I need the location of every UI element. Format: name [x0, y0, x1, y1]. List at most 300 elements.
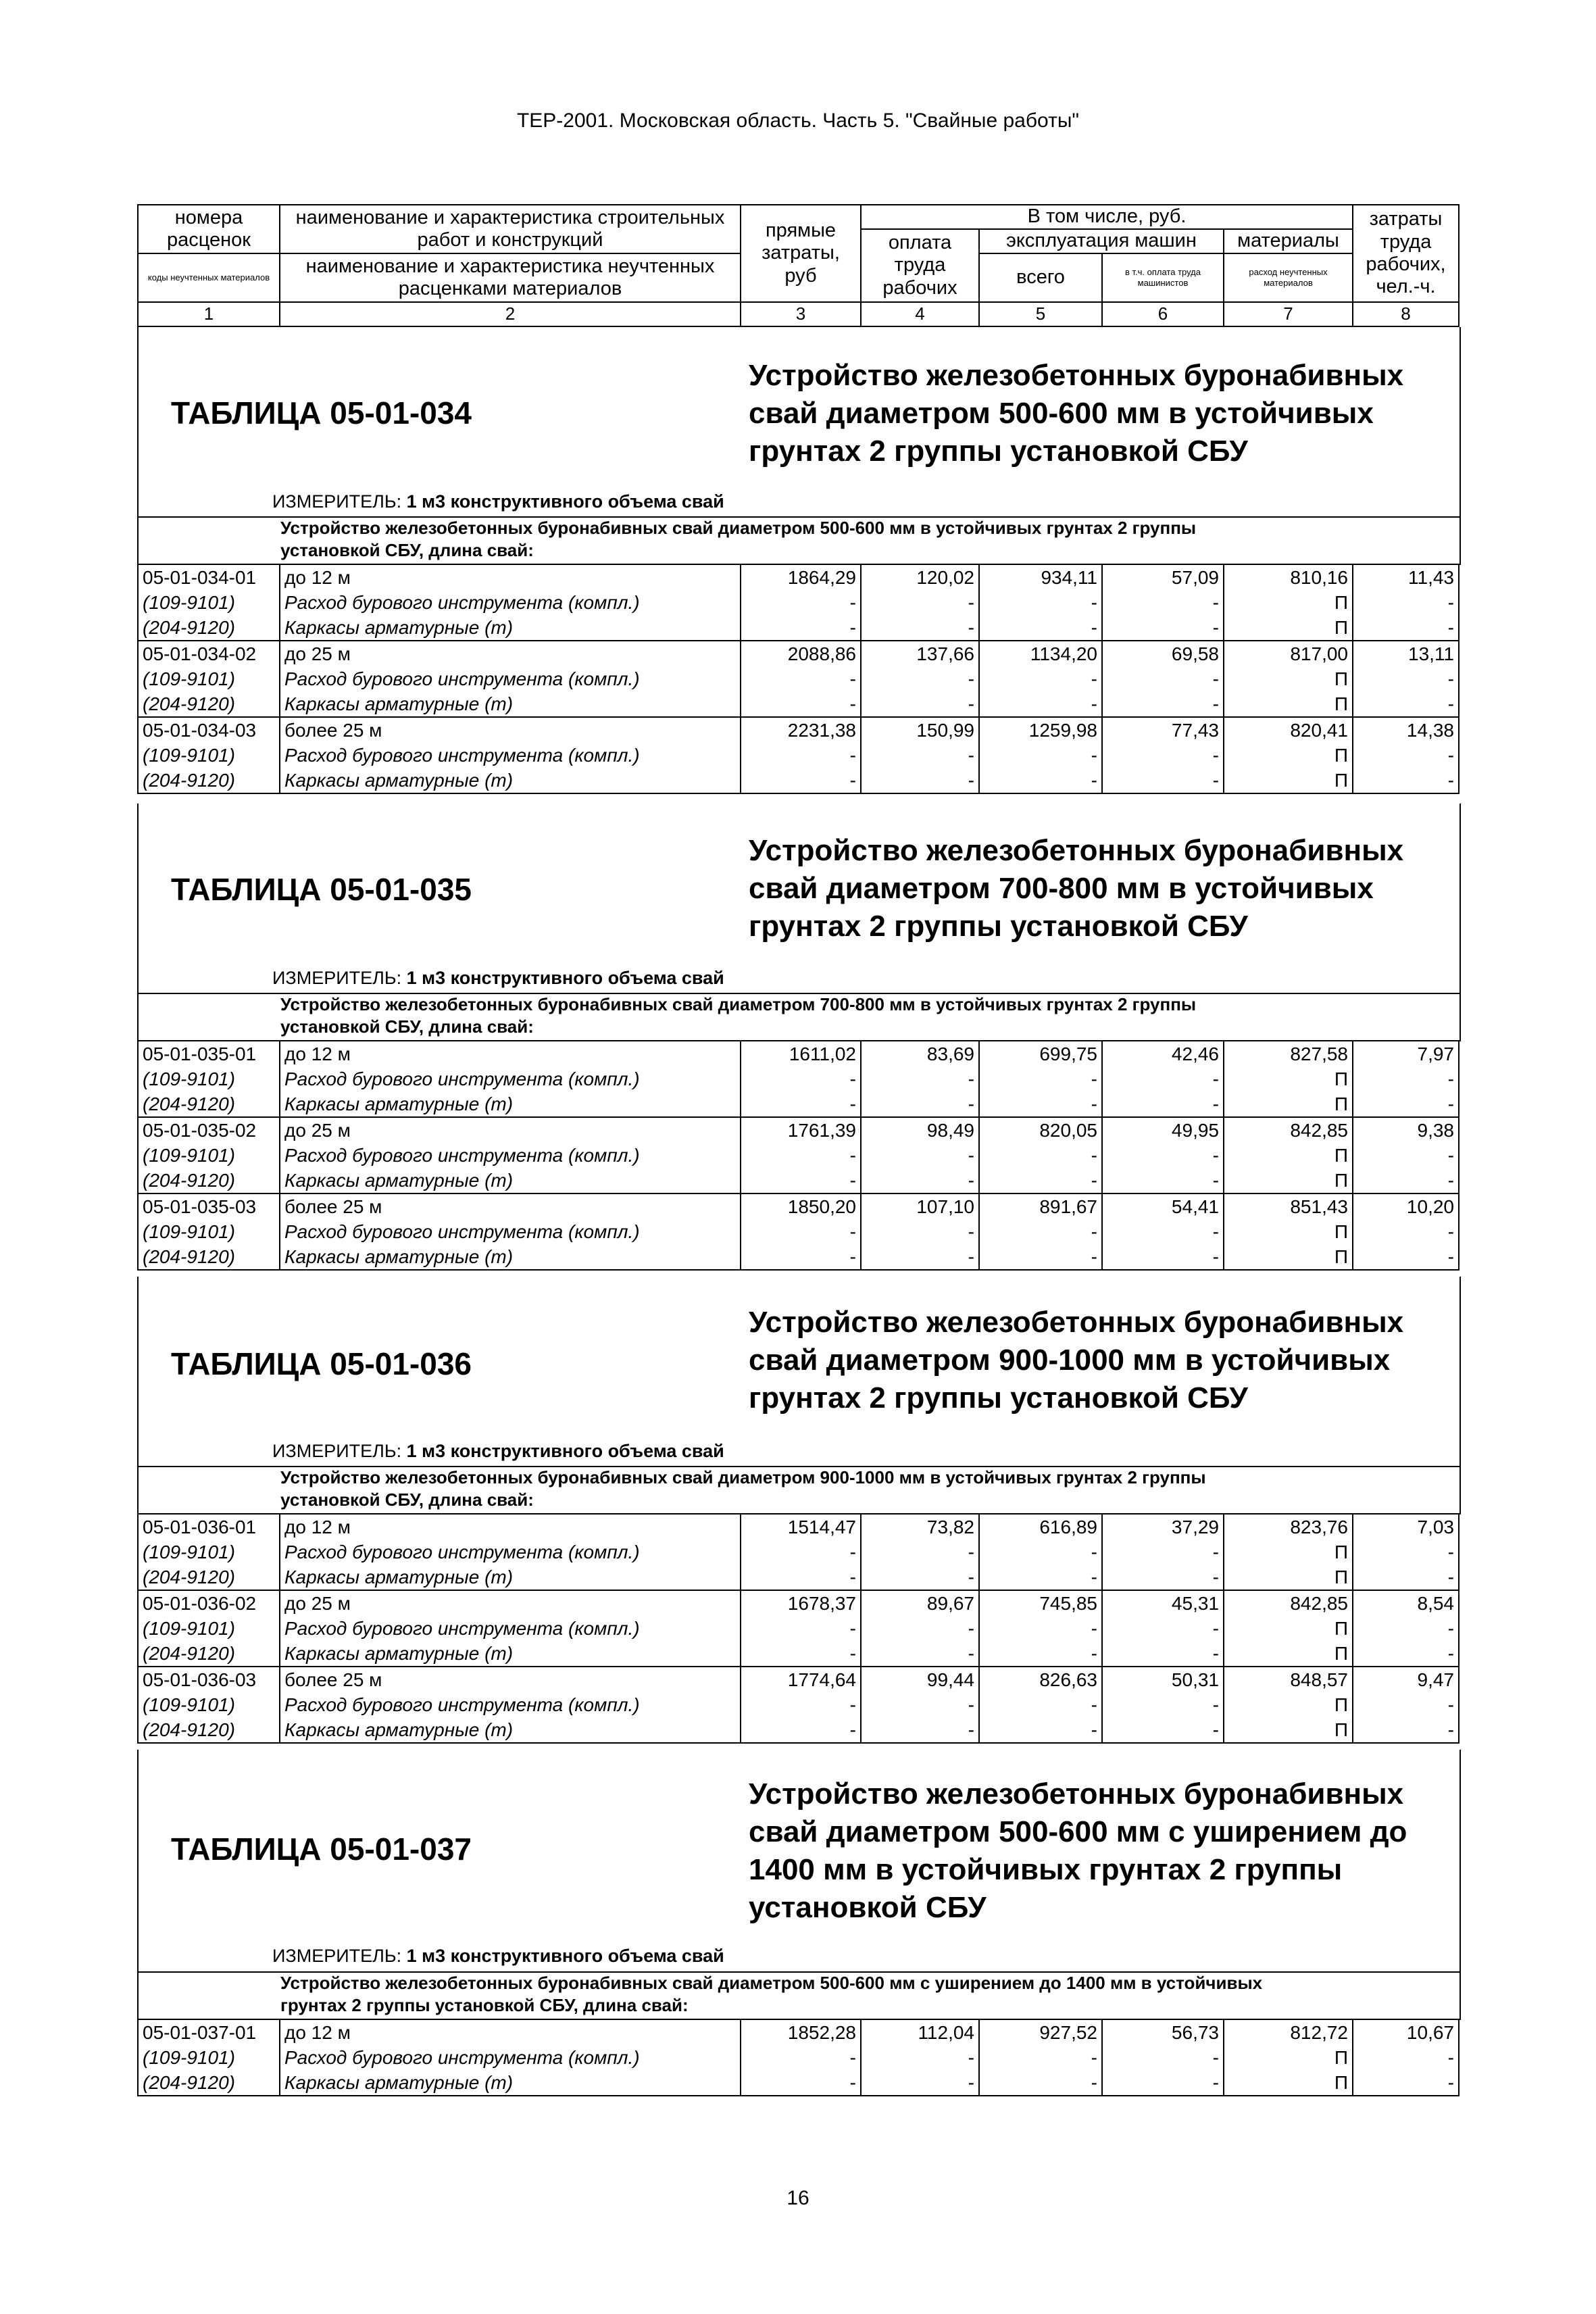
table-row	[138, 1667, 1459, 1692]
table-row	[138, 1117, 1459, 1143]
row-direct-cost: -	[741, 1565, 861, 1590]
table-row	[138, 1244, 1459, 1270]
header-num-4: 4	[861, 302, 979, 326]
header-col1-top: номера расценок	[138, 205, 280, 253]
row-operator-pay: -	[1102, 1540, 1224, 1565]
row-labor-pay: -	[861, 2070, 979, 2096]
row-materials: 842,85	[1224, 1590, 1353, 1616]
row-machines-total: -	[979, 1168, 1102, 1193]
row-labor-pay: -	[861, 768, 979, 793]
row-materials: П	[1224, 691, 1353, 717]
row-operator-pay: -	[1102, 1565, 1224, 1590]
table-row	[138, 1514, 1459, 1540]
row-labor-hours: -	[1353, 2045, 1459, 2070]
row-labor-pay: 107,10	[861, 1193, 979, 1219]
row-name: Расход бурового инструмента (компл.)	[280, 1143, 741, 1168]
row-code: 05-01-037-01	[138, 2019, 280, 2045]
row-direct-cost: 1852,28	[741, 2019, 861, 2045]
row-materials: П	[1224, 768, 1353, 793]
row-operator-pay: -	[1102, 2070, 1224, 2096]
table-row	[138, 2045, 1459, 2070]
table-title: Устройство железобетонных буронабивных свай диаметром 500-600 мм в устойчивых грунтах 2 группы установкой СБУ	[749, 359, 1404, 468]
table-row	[138, 641, 1459, 666]
row-labor-pay: 99,44	[861, 1667, 979, 1692]
row-labor-pay: -	[861, 743, 979, 768]
row-labor-hours: 8,54	[1353, 1590, 1459, 1616]
header-col1-bottom: коды неучтенных материалов	[138, 253, 280, 302]
table-row	[138, 1641, 1459, 1667]
row-machines-total: 616,89	[979, 1514, 1102, 1540]
row-name: до 12 м	[280, 1041, 741, 1066]
row-machines-total: -	[979, 1066, 1102, 1091]
row-labor-pay: 120,02	[861, 564, 979, 590]
row-labor-pay: -	[861, 2045, 979, 2070]
row-labor-hours: -	[1353, 1091, 1459, 1117]
row-name: до 12 м	[280, 2019, 741, 2045]
row-operator-pay: -	[1102, 1143, 1224, 1168]
row-code: 05-01-036-02	[138, 1590, 280, 1616]
row-labor-hours: 9,47	[1353, 1667, 1459, 1692]
row-labor-hours: -	[1353, 1066, 1459, 1091]
row-labor-pay: 150,99	[861, 717, 979, 743]
header-col4: оплата труда рабочих	[861, 229, 979, 302]
row-direct-cost: -	[741, 1717, 861, 1743]
row-labor-hours: -	[1353, 666, 1459, 691]
table-description: Устройство железобетонных буронабивных свай диаметром 500-600 мм в устойчивых грунтах 2 группы установкой СБУ, длина свай:	[280, 518, 1197, 560]
row-direct-cost: -	[741, 1692, 861, 1717]
row-materials: 827,58	[1224, 1041, 1353, 1066]
row-code: (109-9101)	[138, 2045, 280, 2070]
row-operator-pay: -	[1102, 2045, 1224, 2070]
table-row	[138, 1168, 1459, 1193]
row-direct-cost: -	[741, 1168, 861, 1193]
row-labor-hours: -	[1353, 1616, 1459, 1641]
row-machines-total: -	[979, 1244, 1102, 1270]
row-direct-cost: 1774,64	[741, 1667, 861, 1692]
table-row	[138, 1143, 1459, 1168]
row-operator-pay: -	[1102, 1692, 1224, 1717]
row-machines-total: -	[979, 1565, 1102, 1590]
table-row	[138, 717, 1459, 743]
column-header-table	[137, 204, 1460, 327]
row-machines-total: -	[979, 768, 1102, 793]
row-labor-pay: 98,49	[861, 1117, 979, 1143]
row-materials: П	[1224, 1565, 1353, 1590]
row-code: (204-9120)	[138, 1717, 280, 1743]
row-code: 05-01-035-02	[138, 1117, 280, 1143]
row-materials: 851,43	[1224, 1193, 1353, 1219]
table-row	[138, 615, 1459, 641]
row-labor-hours: -	[1353, 1692, 1459, 1717]
row-machines-total: 1259,98	[979, 717, 1102, 743]
row-code: (109-9101)	[138, 1692, 280, 1717]
row-name: Расход бурового инструмента (компл.)	[280, 743, 741, 768]
row-direct-cost: 1761,39	[741, 1117, 861, 1143]
row-machines-total: -	[979, 1143, 1102, 1168]
row-name: до 25 м	[280, 1590, 741, 1616]
row-labor-hours: -	[1353, 590, 1459, 615]
row-direct-cost: -	[741, 2045, 861, 2070]
header-col7: расход неучтенных материалов	[1224, 253, 1353, 302]
row-materials: П	[1224, 1219, 1353, 1244]
table-row	[138, 768, 1459, 793]
row-code: 05-01-036-03	[138, 1667, 280, 1692]
row-operator-pay: 45,31	[1102, 1590, 1224, 1616]
row-code: 05-01-034-03	[138, 717, 280, 743]
table-title: Устройство железобетонных буронабивных свай диаметром 700-800 мм в устойчивых грунтах 2 группы установкой СБУ	[749, 834, 1404, 943]
row-labor-hours: 13,11	[1353, 641, 1459, 666]
row-name: более 25 м	[280, 1667, 741, 1692]
row-direct-cost: -	[741, 1616, 861, 1641]
row-machines-total: 891,67	[979, 1193, 1102, 1219]
row-machines-total: -	[979, 1219, 1102, 1244]
table-row	[138, 590, 1459, 615]
row-labor-pay: -	[861, 691, 979, 717]
row-name: до 25 м	[280, 641, 741, 666]
row-operator-pay: 54,41	[1102, 1193, 1224, 1219]
row-code: (204-9120)	[138, 1091, 280, 1117]
row-machines-total: -	[979, 1540, 1102, 1565]
row-code: 05-01-034-02	[138, 641, 280, 666]
row-labor-pay: -	[861, 615, 979, 641]
table-code: ТАБЛИЦА 05-01-035	[171, 872, 472, 907]
row-labor-hours: -	[1353, 2070, 1459, 2096]
table-description: Устройство железобетонных буронабивных свай диаметром 500-600 мм с уширением до 1400 мм в устойчивых грунтах 2 группы установкой СБУ, длина свай:	[280, 1973, 1263, 2015]
row-machines-total: -	[979, 1692, 1102, 1717]
measure-line: ИЗМЕРИТЕЛЬ: 1 м3 конструктивного объема свай	[272, 968, 724, 988]
header-col3: прямые затраты, руб	[741, 205, 861, 302]
row-machines-total: 699,75	[979, 1041, 1102, 1066]
row-labor-pay: 112,04	[861, 2019, 979, 2045]
row-labor-hours: 10,20	[1353, 1193, 1459, 1219]
row-labor-pay: -	[861, 1168, 979, 1193]
row-materials: П	[1224, 1540, 1353, 1565]
row-name: Каркасы арматурные (т)	[280, 2070, 741, 2096]
header-num-8: 8	[1353, 302, 1459, 326]
table-title: Устройство железобетонных буронабивных свай диаметром 500-600 мм с уширением до 1400 мм в устойчивых грунтах 2 группы установкой СБУ	[749, 1777, 1407, 1924]
table-row	[138, 1692, 1459, 1717]
row-materials: 823,76	[1224, 1514, 1353, 1540]
row-name: Расход бурового инструмента (компл.)	[280, 1616, 741, 1641]
row-direct-cost: -	[741, 1066, 861, 1091]
row-code: (109-9101)	[138, 1219, 280, 1244]
data-table	[137, 2019, 1460, 2096]
row-direct-cost: -	[741, 615, 861, 641]
row-machines-total: -	[979, 2045, 1102, 2070]
data-table	[137, 1513, 1460, 1744]
row-code: (204-9120)	[138, 1244, 280, 1270]
table-row	[138, 1091, 1459, 1117]
row-direct-cost: 2088,86	[741, 641, 861, 666]
row-labor-hours: 7,97	[1353, 1041, 1459, 1066]
row-labor-hours: -	[1353, 615, 1459, 641]
row-operator-pay: 69,58	[1102, 641, 1224, 666]
row-direct-cost: -	[741, 1219, 861, 1244]
row-name: Расход бурового инструмента (компл.)	[280, 666, 741, 691]
header-num-1: 1	[138, 302, 280, 326]
row-name: до 12 м	[280, 564, 741, 590]
table-row	[138, 1193, 1459, 1219]
row-operator-pay: -	[1102, 1616, 1224, 1641]
row-machines-total: -	[979, 2070, 1102, 2096]
row-name: Каркасы арматурные (т)	[280, 691, 741, 717]
row-name: более 25 м	[280, 717, 741, 743]
row-labor-pay: 83,69	[861, 1041, 979, 1066]
row-machines-total: 927,52	[979, 2019, 1102, 2045]
row-operator-pay: -	[1102, 666, 1224, 691]
table-row	[138, 1066, 1459, 1091]
row-machines-total: 934,11	[979, 564, 1102, 590]
table-row	[138, 691, 1459, 717]
header-col2-top: наименование и характеристика строительных работ и конструкций	[280, 205, 741, 253]
row-direct-cost: -	[741, 768, 861, 793]
row-labor-pay: -	[861, 1616, 979, 1641]
row-operator-pay: -	[1102, 691, 1224, 717]
row-labor-hours: -	[1353, 1143, 1459, 1168]
table-row	[138, 564, 1459, 590]
row-name: Каркасы арматурные (т)	[280, 768, 741, 793]
row-materials: П	[1224, 1091, 1353, 1117]
table-description: Устройство железобетонных буронабивных свай диаметром 700-800 мм в устойчивых грунтах 2 группы установкой СБУ, длина свай:	[280, 994, 1197, 1037]
row-materials: П	[1224, 666, 1353, 691]
row-name: Каркасы арматурные (т)	[280, 1641, 741, 1667]
row-materials: П	[1224, 1641, 1353, 1667]
row-direct-cost: 1611,02	[741, 1041, 861, 1066]
row-name: Расход бурового инструмента (компл.)	[280, 1066, 741, 1091]
row-labor-hours: -	[1353, 1219, 1459, 1244]
table-title: Устройство железобетонных буронабивных свай диаметром 900-1000 мм в устойчивых грунтах 2 группы установкой СБУ	[749, 1306, 1404, 1414]
table-row	[138, 1565, 1459, 1590]
row-code: (204-9120)	[138, 768, 280, 793]
table-row	[138, 2070, 1459, 2096]
row-operator-pay: -	[1102, 743, 1224, 768]
row-labor-hours: -	[1353, 1641, 1459, 1667]
table-row	[138, 1540, 1459, 1565]
table-row	[138, 1041, 1459, 1066]
row-labor-pay: -	[861, 1066, 979, 1091]
row-operator-pay: 42,46	[1102, 1041, 1224, 1066]
row-materials: П	[1224, 1616, 1353, 1641]
row-code: (109-9101)	[138, 666, 280, 691]
row-operator-pay: 50,31	[1102, 1667, 1224, 1692]
row-code: (109-9101)	[138, 1143, 280, 1168]
row-name: Расход бурового инструмента (компл.)	[280, 1692, 741, 1717]
row-labor-pay: -	[861, 1244, 979, 1270]
row-labor-hours: -	[1353, 1540, 1459, 1565]
table-row	[138, 743, 1459, 768]
row-labor-hours: -	[1353, 768, 1459, 793]
header-materials: материалы	[1224, 229, 1353, 253]
data-table	[137, 1040, 1460, 1271]
row-labor-hours: -	[1353, 743, 1459, 768]
header-num-7: 7	[1224, 302, 1353, 326]
row-name: Расход бурового инструмента (компл.)	[280, 2045, 741, 2070]
table-row	[138, 1717, 1459, 1743]
row-name: более 25 м	[280, 1193, 741, 1219]
row-labor-hours: 9,38	[1353, 1117, 1459, 1143]
row-operator-pay: -	[1102, 615, 1224, 641]
table-code: ТАБЛИЦА 05-01-036	[171, 1346, 472, 1381]
header-col8: затраты труда рабочих, чел.-ч.	[1353, 205, 1459, 302]
measure-line: ИЗМЕРИТЕЛЬ: 1 м3 конструктивного объема свай	[272, 491, 724, 512]
row-operator-pay: -	[1102, 1168, 1224, 1193]
row-operator-pay: -	[1102, 1091, 1224, 1117]
row-direct-cost: -	[741, 1091, 861, 1117]
header-num-2: 2	[280, 302, 741, 326]
header-incl: В том числе, руб.	[861, 205, 1353, 229]
row-machines-total: 1134,20	[979, 641, 1102, 666]
row-code: (109-9101)	[138, 1540, 280, 1565]
row-labor-pay: -	[861, 590, 979, 615]
row-name: Каркасы арматурные (т)	[280, 1565, 741, 1590]
row-labor-hours: 14,38	[1353, 717, 1459, 743]
row-code: (109-9101)	[138, 1066, 280, 1091]
row-materials: 842,85	[1224, 1117, 1353, 1143]
row-labor-hours: -	[1353, 1168, 1459, 1193]
row-direct-cost: -	[741, 1244, 861, 1270]
row-labor-hours: 10,67	[1353, 2019, 1459, 2045]
row-direct-cost: -	[741, 691, 861, 717]
row-name: Каркасы арматурные (т)	[280, 1168, 741, 1193]
measure-line: ИЗМЕРИТЕЛЬ: 1 м3 конструктивного объема свай	[272, 1946, 724, 1966]
row-code: 05-01-034-01	[138, 564, 280, 590]
row-labor-pay: -	[861, 1219, 979, 1244]
row-machines-total: -	[979, 666, 1102, 691]
row-materials: П	[1224, 2045, 1353, 2070]
row-labor-hours: -	[1353, 691, 1459, 717]
row-operator-pay: -	[1102, 1219, 1224, 1244]
row-machines-total: 745,85	[979, 1590, 1102, 1616]
row-machines-total: -	[979, 1717, 1102, 1743]
header-num-3: 3	[741, 302, 861, 326]
row-name: Расход бурового инструмента (компл.)	[280, 1219, 741, 1244]
row-materials: П	[1224, 2070, 1353, 2096]
row-machines-total: 826,63	[979, 1667, 1102, 1692]
row-labor-pay: 73,82	[861, 1514, 979, 1540]
row-machines-total: -	[979, 615, 1102, 641]
row-machines-total: -	[979, 691, 1102, 717]
row-operator-pay: -	[1102, 768, 1224, 793]
row-machines-total: 820,05	[979, 1117, 1102, 1143]
row-labor-hours: 11,43	[1353, 564, 1459, 590]
row-direct-cost: -	[741, 1143, 861, 1168]
table-row	[138, 1590, 1459, 1616]
row-name: до 12 м	[280, 1514, 741, 1540]
row-materials: 810,16	[1224, 564, 1353, 590]
row-code: (204-9120)	[138, 691, 280, 717]
data-table	[137, 564, 1460, 794]
row-name: Каркасы арматурные (т)	[280, 1717, 741, 1743]
row-name: Каркасы арматурные (т)	[280, 615, 741, 641]
table-code: ТАБЛИЦА 05-01-037	[171, 1831, 472, 1867]
header-col2-bottom: наименование и характеристика неучтенных расценками материалов	[280, 253, 741, 302]
row-materials: П	[1224, 1692, 1353, 1717]
row-direct-cost: -	[741, 1540, 861, 1565]
table-row	[138, 2019, 1459, 2045]
page-number: 16	[787, 2187, 809, 2209]
row-machines-total: -	[979, 1641, 1102, 1667]
row-code: 05-01-035-01	[138, 1041, 280, 1066]
row-materials: 817,00	[1224, 641, 1353, 666]
row-code: (109-9101)	[138, 743, 280, 768]
row-materials: П	[1224, 1143, 1353, 1168]
header-col5: всего	[979, 253, 1102, 302]
row-labor-pay: -	[861, 1692, 979, 1717]
row-direct-cost: -	[741, 743, 861, 768]
row-materials: 812,72	[1224, 2019, 1353, 2045]
row-labor-pay: 137,66	[861, 641, 979, 666]
row-direct-cost: 1514,47	[741, 1514, 861, 1540]
measure-line: ИЗМЕРИТЕЛЬ: 1 м3 конструктивного объема свай	[272, 1441, 724, 1461]
row-operator-pay: 49,95	[1102, 1117, 1224, 1143]
row-direct-cost: -	[741, 2070, 861, 2096]
header-num-5: 5	[979, 302, 1102, 326]
row-machines-total: -	[979, 743, 1102, 768]
row-name: Расход бурового инструмента (компл.)	[280, 1540, 741, 1565]
row-materials: П	[1224, 615, 1353, 641]
row-code: (204-9120)	[138, 615, 280, 641]
row-code: (204-9120)	[138, 1641, 280, 1667]
row-direct-cost: 2231,38	[741, 717, 861, 743]
row-code: 05-01-036-01	[138, 1514, 280, 1540]
row-direct-cost: 1850,20	[741, 1193, 861, 1219]
row-code: 05-01-035-03	[138, 1193, 280, 1219]
header-col6: в т.ч. оплата труда машинистов	[1102, 253, 1224, 302]
row-materials: П	[1224, 743, 1353, 768]
row-machines-total: -	[979, 1616, 1102, 1641]
row-operator-pay: -	[1102, 1066, 1224, 1091]
table-row	[138, 666, 1459, 691]
header-machines: эксплуатация машин	[979, 229, 1224, 253]
row-code: (204-9120)	[138, 2070, 280, 2096]
row-direct-cost: -	[741, 666, 861, 691]
row-operator-pay: -	[1102, 1244, 1224, 1270]
row-machines-total: -	[979, 1091, 1102, 1117]
table-description: Устройство железобетонных буронабивных свай диаметром 900-1000 мм в устойчивых грунтах 2 группы установкой СБУ, длина свай:	[280, 1467, 1206, 1510]
row-code: (204-9120)	[138, 1565, 280, 1590]
row-operator-pay: -	[1102, 590, 1224, 615]
row-code: (204-9120)	[138, 1168, 280, 1193]
header-num-6: 6	[1102, 302, 1224, 326]
row-machines-total: -	[979, 590, 1102, 615]
row-direct-cost: 1864,29	[741, 564, 861, 590]
row-name: Каркасы арматурные (т)	[280, 1091, 741, 1117]
row-labor-hours: 7,03	[1353, 1514, 1459, 1540]
row-labor-hours: -	[1353, 1565, 1459, 1590]
row-materials: П	[1224, 1066, 1353, 1091]
row-direct-cost: -	[741, 1641, 861, 1667]
row-name: Расход бурового инструмента (компл.)	[280, 590, 741, 615]
row-labor-hours: -	[1353, 1244, 1459, 1270]
row-materials: П	[1224, 1168, 1353, 1193]
row-labor-pay: -	[861, 1143, 979, 1168]
row-code: (109-9101)	[138, 590, 280, 615]
row-operator-pay: 37,29	[1102, 1514, 1224, 1540]
page-header: ТЕР-2001. Московская область. Часть 5. "Свайные работы"	[516, 109, 1080, 132]
row-operator-pay: -	[1102, 1641, 1224, 1667]
row-labor-pay: -	[861, 1717, 979, 1743]
row-labor-pay: 89,67	[861, 1590, 979, 1616]
row-operator-pay: 77,43	[1102, 717, 1224, 743]
row-materials: П	[1224, 1244, 1353, 1270]
row-materials: 848,57	[1224, 1667, 1353, 1692]
row-labor-pay: -	[861, 1641, 979, 1667]
row-operator-pay: -	[1102, 1717, 1224, 1743]
table-code: ТАБЛИЦА 05-01-034	[171, 395, 472, 430]
row-direct-cost: 1678,37	[741, 1590, 861, 1616]
row-direct-cost: -	[741, 590, 861, 615]
row-materials: П	[1224, 1717, 1353, 1743]
